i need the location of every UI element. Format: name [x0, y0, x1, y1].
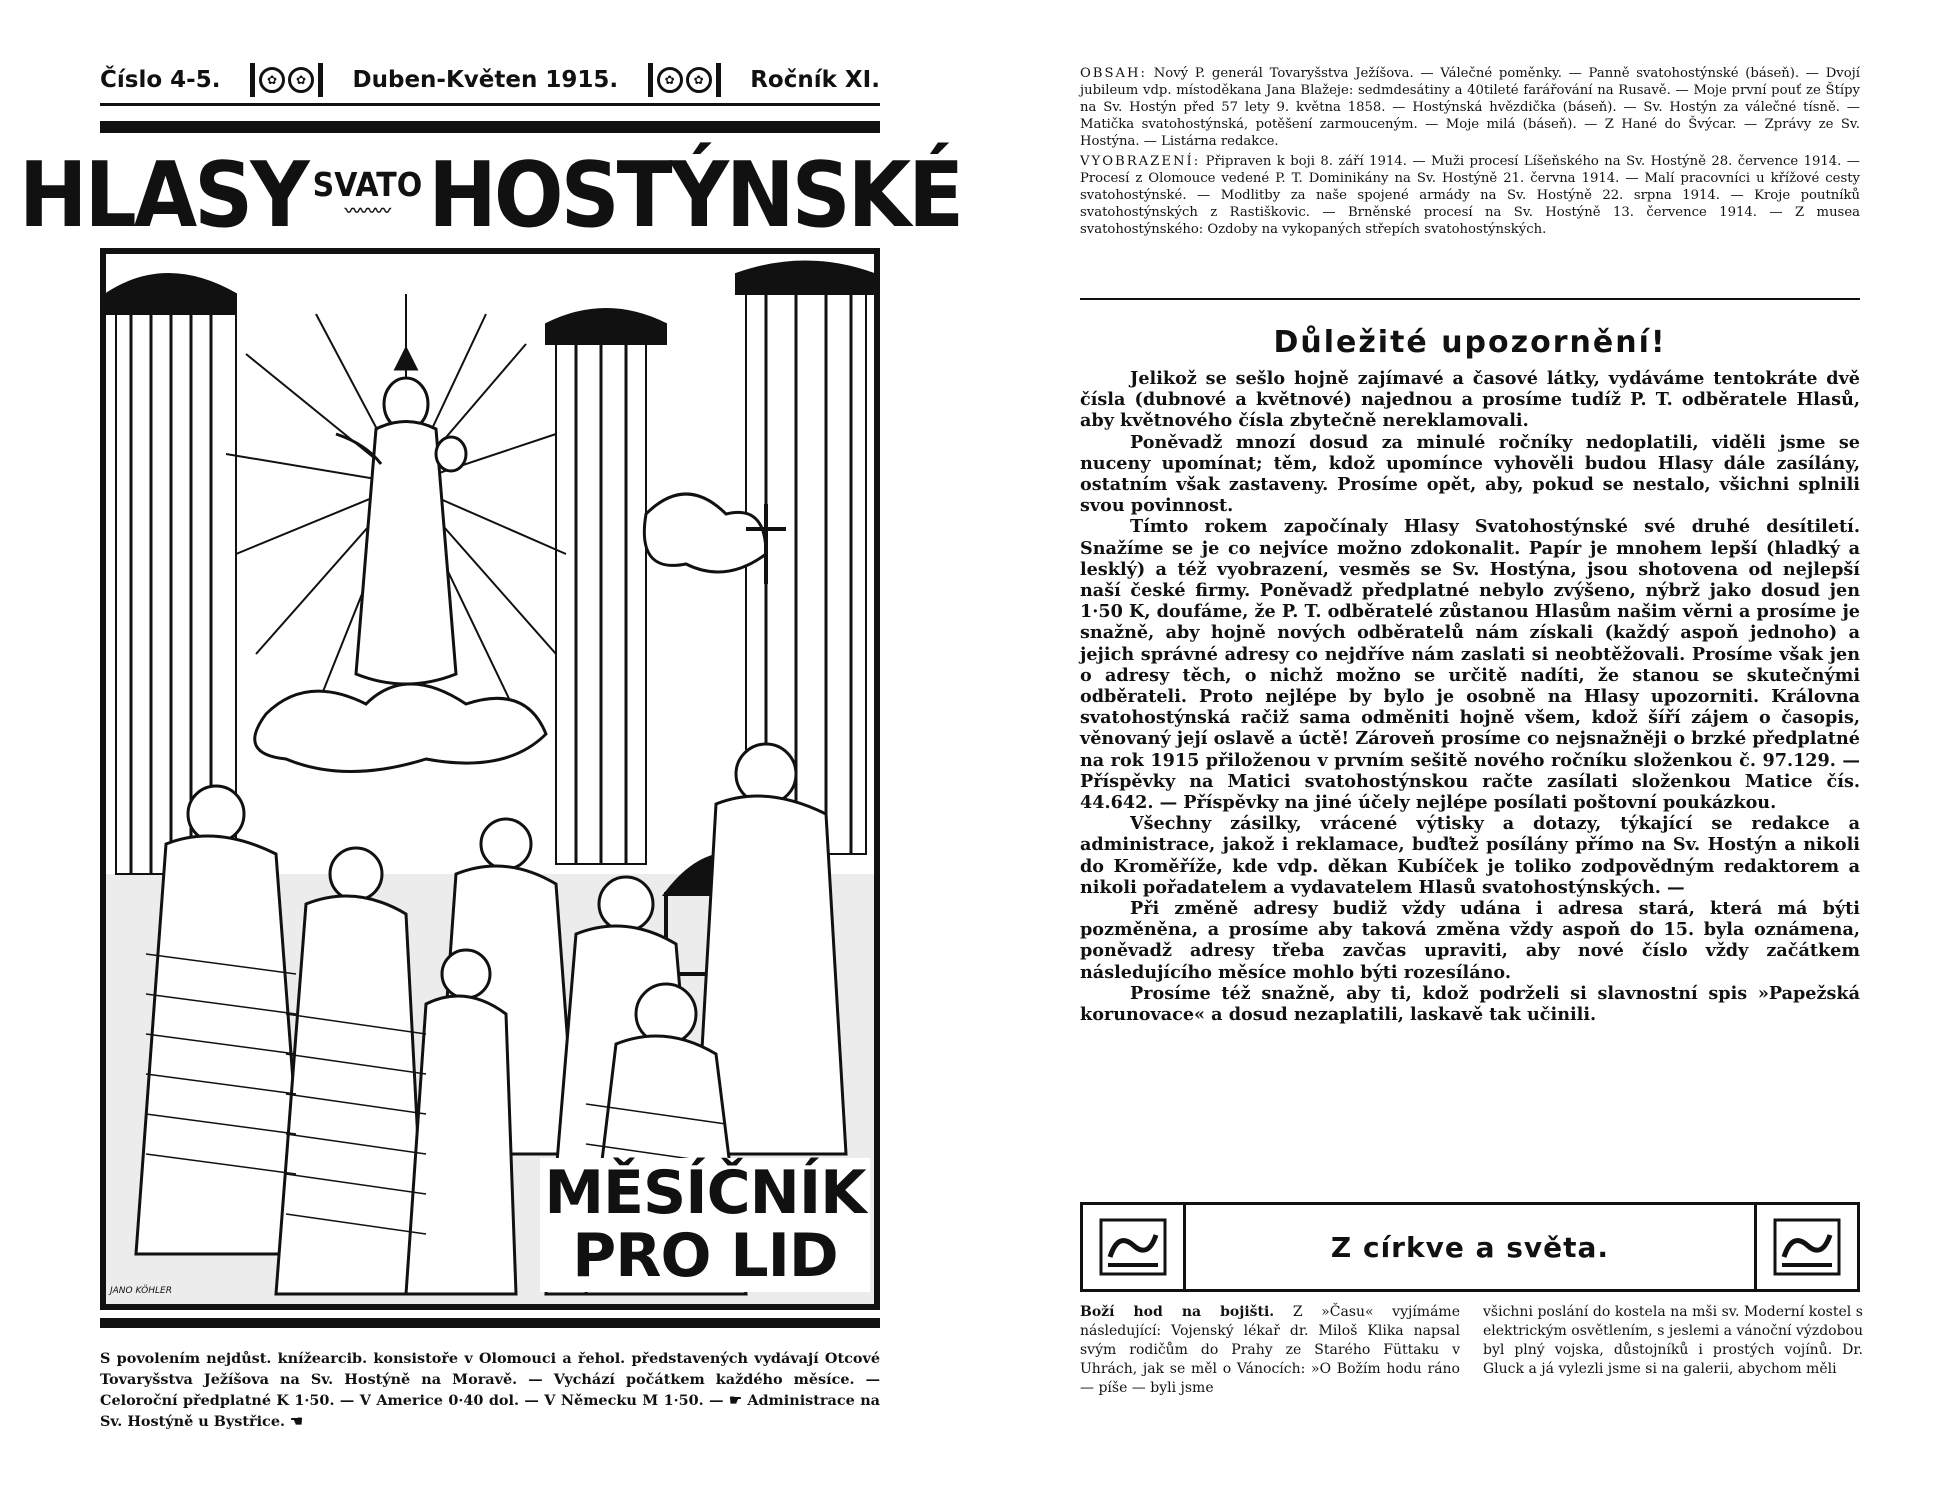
title-part: HLASY: [18, 142, 307, 248]
contents-text: Nový P. generál Tovaryšstva Ježíšova. — Válečné poměnky. — Panně svatohostýnské (báseň). — Dvojí jubileum vdp. místoděkana Jana Blažeje: sedmdesátiny a 40tileté farářování na Rusavě. — Moje první pouť ze Štípy na Sv. Hostýn před 57 lety 9. května 1858. — Hostýnská hvězdička (báseň). — Sv. Hostýn za válečné tísně. — Matička svatohostýnská, potěšení zarmouceným. — Moje milá (báseň). — Z Hané do Švýcar. — Zprávy ze Sv. Hostýna. — Listárna redakce.: [1080, 66, 1860, 149]
emblem-icon: ✿ ✿: [648, 63, 721, 97]
divider: [100, 103, 880, 106]
contents-label: OBSAH:: [1080, 66, 1148, 81]
notice-paragraph: Všechny zásilky, vrácené výtisky a dotazy, týkající se redakce a administrace, jakož i reklamace, buďtež posílány přímo na Sv. Hostýn a nikoli do Kroměříže, kde vdp. děkan Kubíček je toliko zodpovědným redaktorem a nikoli pořadatelem a vydavatelem Hlasů svatohostýnských. —: [1080, 813, 1860, 898]
notice-paragraph: Při změně adresy budiž vždy udána i adresa stará, která má býti pozměněna, a prosíme aby taková změna vždy aspoň do 15. byla oznámena, poněvadž adresy třeba zavčas upraviti, aby nové číslo vždy začátkem následujícího měsíce mohlo býti rozesíláno.: [1080, 898, 1860, 983]
title-part: SVATO: [312, 166, 423, 205]
title-middle: [312, 166, 423, 222]
article-paragraph: [1080, 1303, 1460, 1398]
ornament-icon: [1754, 1205, 1857, 1289]
issue-date: Duben-Květen 1915.: [352, 67, 619, 93]
ornament-icon: [1083, 1205, 1186, 1289]
notice-body: [1080, 368, 1860, 1025]
contents-paragraph: [1080, 65, 1860, 150]
illustrations-paragraph: [1080, 153, 1860, 238]
section-header: [1080, 1202, 1860, 1292]
notice-paragraph: Jelikož se sešlo hojně zajímavé a časové látky, vydáváme tentokráte dvě čísla (dubnové a květnové) najednou a prosíme tudíž P. T. odběratele Hlasů, aby květnového čísla zbytečně nereklamovali.: [1080, 368, 1860, 432]
divider: [100, 121, 880, 133]
table-of-contents: [1080, 65, 1860, 241]
publication-note: S povolením nejdůst. knížearcib. konsistoře v Olomouci a řehol. představených vydávají Otcové Tovaryšstva Ježíšova na Sv. Hostýně na Moravě. — Vychází počátkem každého měsíce. — Celoroční předplatné K 1·50. — V Americe 0·40 dol. — V Německu M 1·50. — ☛ Administrace na Sv. Hostýně u Bystřice. ☚: [100, 1350, 880, 1430]
title-part: HOSTÝNSKÉ: [428, 142, 962, 248]
illustrations-text: Připraven k boji 8. září 1914. — Muži procesí Líšeňského na Sv. Hostýně 28. července 1914. — Procesí z Olomouce vedené P. T. Dominikány na Sv. Hostýně 21. června 1914. — Malí pracovníci u křížové cesty svatohostýnské. — Modlitby za naše spojené armády na Sv. Hostýně 22. srpna 1914. — Kroje poutníků svatohostýnských z Rastiškovic. — Brněnské procesí na Sv. Hostýně 13. července 1914. — Z musea svatohostýnského: Ozdoby na vykopaných střepích svatohostýnských.: [1080, 154, 1860, 237]
notice-title: Důležité upozornění!: [1273, 325, 1667, 360]
divider: [1080, 298, 1860, 300]
zigzag-ornament: 〰〰〰: [344, 200, 390, 222]
article-headline: Boží hod na bojišti.: [1080, 1304, 1275, 1320]
notice-paragraph: Poněvadž mnozí dosud za minulé ročníky nedoplatili, viděli jsme se nuceny upomínat; těm, kdož upomínce vyhověli budou Hlasy dále zasílány, ostatním však zastaveny. Prosíme opět, aby, pokud se nestalo, všichni splnili svou povinnost.: [1080, 431, 1860, 517]
article-text: Z »Času« vyjímáme následující: Vojenský lékař dr. Miloš Klika napsal svým rodičům do Prahy ze Starého Füttaku v Uhrách, jak se měl o Vánocích: »O Božím hodu ráno — píše — byli jsme: [1080, 1304, 1460, 1396]
artist-signature: JANO KÖHLER: [110, 1286, 172, 1296]
content-page: [973, 0, 1946, 1500]
article-column: [1080, 1303, 1460, 1398]
section-title: Z církve a světa.: [1330, 1230, 1610, 1264]
magazine-title: [18, 135, 962, 256]
subtitle: [540, 1158, 870, 1292]
madonna-illustration: [106, 254, 874, 1304]
notice-paragraph: Tímto rokem započínaly Hlasy Svatohostýnské své druhé desítiletí. Snažíme se je co nejvíce možno zdokonalit. Papír je mnohem lepší (hladký a lesklý) a též vyobrazení, vesměs se Sv. Hostýna, jsou shotovena od nejlepší naší české firmy. Poněvadž předplatné nebylo zvýšeno, nýbrž jako dosud jen 1·50 K, doufáme, že P. T. odběratelé zůstanou Hlasům našim věrni a prosíme je snažně, aby hojně nových odběratelů nám získali (každý aspoň jednoho) a jejich správné adresy co nejdříve nám zaslati si neobtěžovali. Prosíme však jen o adresy těch, o nichž možno se určitě nadíti, že stanou se skutečnými odběrateli. Proto nejlépe by bylo je osobně na Hlasy upozorniti. Královna svatohostýnská račiž sama odměniti hojně všem, kdož šíří zájem o časopis, věnovaný její oslavě a úctě! Zároveň prosíme co nejsnažněji o brzké předplatné na rok 1915 přiloženou v prvním sešitě nového ročníku složenkou č. 97.129. — Příspěvky na Matici svatohostýnskou račte zasílati složenkou Matice čís. 44.642. — Příspěvky na jiné účely nejlépe posílati poštovní poukázkou.: [1080, 516, 1860, 814]
subtitle-line: MĚSÍČNÍK: [544, 1158, 866, 1228]
volume-number: Ročník XI.: [750, 67, 880, 93]
divider: [100, 1318, 880, 1328]
masthead: [100, 60, 880, 100]
illustrations-label: VYOBRAZENÍ:: [1080, 154, 1201, 169]
issue-number: Číslo 4-5.: [100, 67, 221, 93]
subtitle-line: PRO LID: [572, 1221, 838, 1291]
article-column: [1483, 1303, 1863, 1379]
emblem-icon: ✿ ✿: [250, 63, 323, 97]
notice-paragraph: Prosíme též snažně, aby ti, kdož podrželi si slavnostní spis »Papežská korunovace« a dosud nezaplatili, laskavě tak učinili.: [1080, 982, 1860, 1026]
cover-illustration: [100, 248, 880, 1310]
article-text: všichni poslání do kostela na mši sv. Moderní kostel s elektrickým osvětlením, s jeslemi a vánoční výzdobou byl plný vojska, důstojníků i prostých vojínů. Dr. Gluck a já vylezli jsme si na galerii, abychom měli: [1483, 1304, 1863, 1377]
